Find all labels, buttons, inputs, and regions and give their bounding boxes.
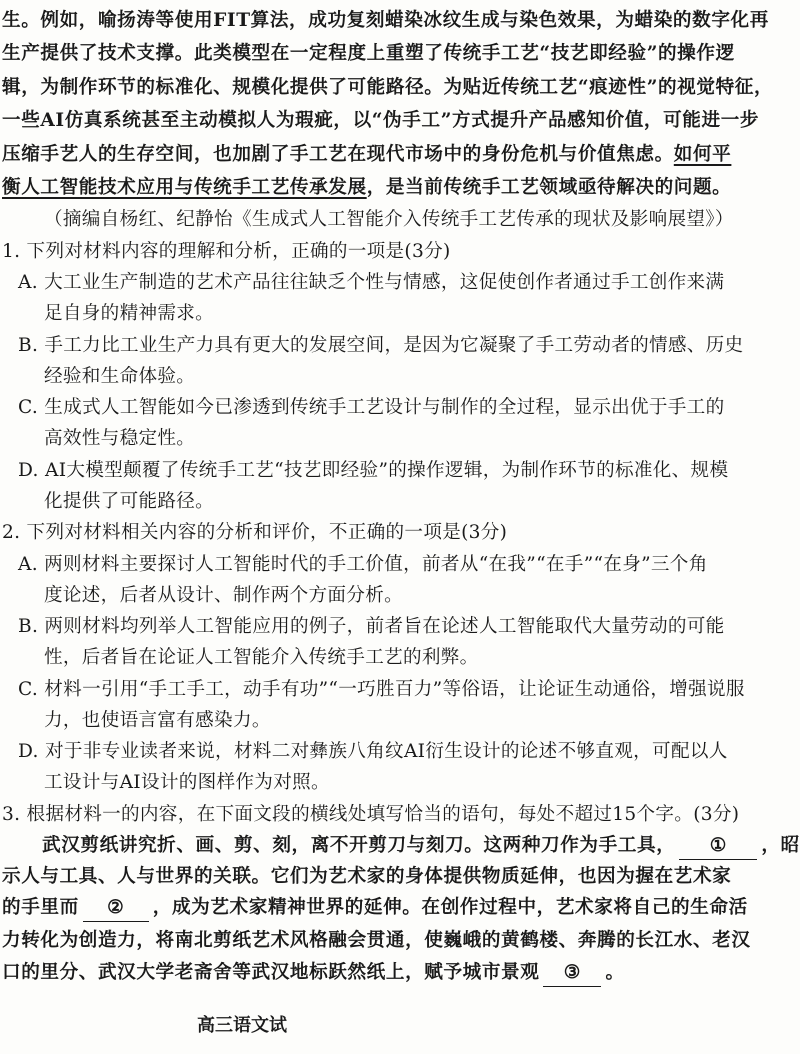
- q1-option-d-line-2: 化提供了可能路径。: [44, 491, 215, 512]
- answer-blank-1[interactable]: ①: [679, 833, 757, 860]
- q2-option-b-line-2: 性，后者旨在论证人工智能介入传统手工艺的利弊。: [44, 647, 479, 668]
- q3-passage-line-3: 的手里而 ② ，成为艺术家精神世界的延伸。在创作过程中，艺术家将自己的生命活: [2, 893, 669, 925]
- material-line-5: 压缩手艺人的生存空间，也加剧了手工艺在现代市场中的身份危机与价值焦虑。如何平: [2, 144, 732, 165]
- q2-option-d-line-2: 工设计与AI设计的图样作为对照。: [44, 772, 330, 793]
- q2-option-c-line-2: 力，也使语言富有感染力。: [44, 710, 271, 731]
- q3-passage-line-2: 示人与工具、人与世界的关联。它们为艺术家的身体提供物质延伸，也因为握在艺术家: [2, 866, 732, 887]
- q2-option-a-line-2: 度论述，后者从设计、制作两个方面分析。: [44, 585, 403, 606]
- underlined-question-part-1: 如何平: [673, 144, 732, 165]
- material-line-2: 生产提供了技术支撑。此类模型在一定程度上重塑了传统手工艺“技艺即经验”的操作逻: [2, 43, 735, 64]
- q2-option-a-line-1: A. 两则材料主要探讨人工智能时代的手工价值，前者从“在我”“在手”“在身”三个角: [18, 554, 708, 575]
- q3-passage-line-4: 力转化为创造力，将南北剪纸艺术风格融会贯通，使巍峨的黄鹤楼、奔腾的长江水、老汉: [2, 930, 751, 951]
- q1-stem: 1. 下列对材料内容的理解和分析，正确的一项是(3分): [2, 241, 451, 262]
- q2-option-c-line-1: C. 材料一引用“手工手工，动手有功”“一巧胜百力”等俗语，让论证生动通俗，增强说服: [18, 679, 745, 700]
- q1-option-c-line-1: C. 生成式人工智能如今已渗透到传统手工艺设计与制作的全过程，显示出优于手工的: [18, 397, 725, 418]
- q2-option-b-line-1: B. 两则材料均列举人工智能应用的例子，前者旨在论述人工智能取代大量劳动的可能: [18, 616, 725, 637]
- material-line-1: 生。例如，喻扬涛等使用FIT算法，成功复刻蜡染冰纹生成与染色效果，为蜡染的数字化再: [2, 10, 769, 31]
- material-line-6: 衡人工智能技术应用与传统手工艺传承发展，是当前传统手工艺领域亟待解决的问题。: [2, 177, 732, 198]
- answer-blank-2[interactable]: ②: [83, 895, 149, 922]
- q2-option-d-line-1: D. 对于非专业读者来说，材料二对彝族八角纹AI衍生设计的论述不够直观，可配以人: [18, 741, 728, 762]
- q1-option-b-line-2: 经验和生命体验。: [44, 366, 196, 387]
- underlined-question-part-2: 衡人工智能技术应用与传统手工艺传承发展: [2, 177, 367, 198]
- q1-option-b-line-1: B. 手工力比工业生产力具有更大的发展空间，是因为它凝聚了手工劳动者的情感、历史: [18, 335, 744, 356]
- q1-option-c-line-2: 高效性与稳定性。: [44, 428, 196, 449]
- q1-option-d-line-1: D. AI大模型颠覆了传统手工艺“技艺即经验”的操作逻辑，为制作环节的标准化、规模: [18, 460, 729, 481]
- page-footer: 高三语文试: [197, 1015, 287, 1036]
- q2-stem: 2. 下列对材料相关内容的分析和评价，不正确的一项是(3分): [2, 522, 508, 543]
- q3-passage-line-1: 武汉剪纸讲究折、画、剪、刻，离不开剪刀与刻刀。这两种刀作为手工具， ① ，昭: [42, 831, 709, 863]
- q1-option-a-line-1: A. 大工业生产制造的艺术产品往往缺乏个性与情感，这促使创作者通过手工创作来满: [18, 272, 725, 293]
- answer-blank-3[interactable]: ③: [543, 960, 601, 987]
- material-line-4: 一些AI仿真系统甚至主动模拟人为瑕疵，以“伪手工”方式提升产品感知价值，可能进一步: [2, 110, 760, 131]
- q3-passage-line-5: 口的里分、武汉大学老斋舍等武汉地标跃然纸上，赋予城市景观 ③ 。: [2, 958, 669, 990]
- material-line-3: 辑，为制作环节的标准化、规模化提供了可能路径。为贴近传统工艺“痕迹性”的视觉特征，: [2, 77, 774, 98]
- material-source: （摘编自杨红、纪静怡《生成式人工智能介入传统手工艺传承的现状及影响展望》）: [44, 209, 734, 230]
- q1-option-a-line-2: 足自身的精神需求。: [44, 303, 215, 324]
- q3-stem: 3. 根据材料一的内容，在下面文段的横线处填写恰当的语句，每处不超过15个字。(3分): [2, 804, 740, 825]
